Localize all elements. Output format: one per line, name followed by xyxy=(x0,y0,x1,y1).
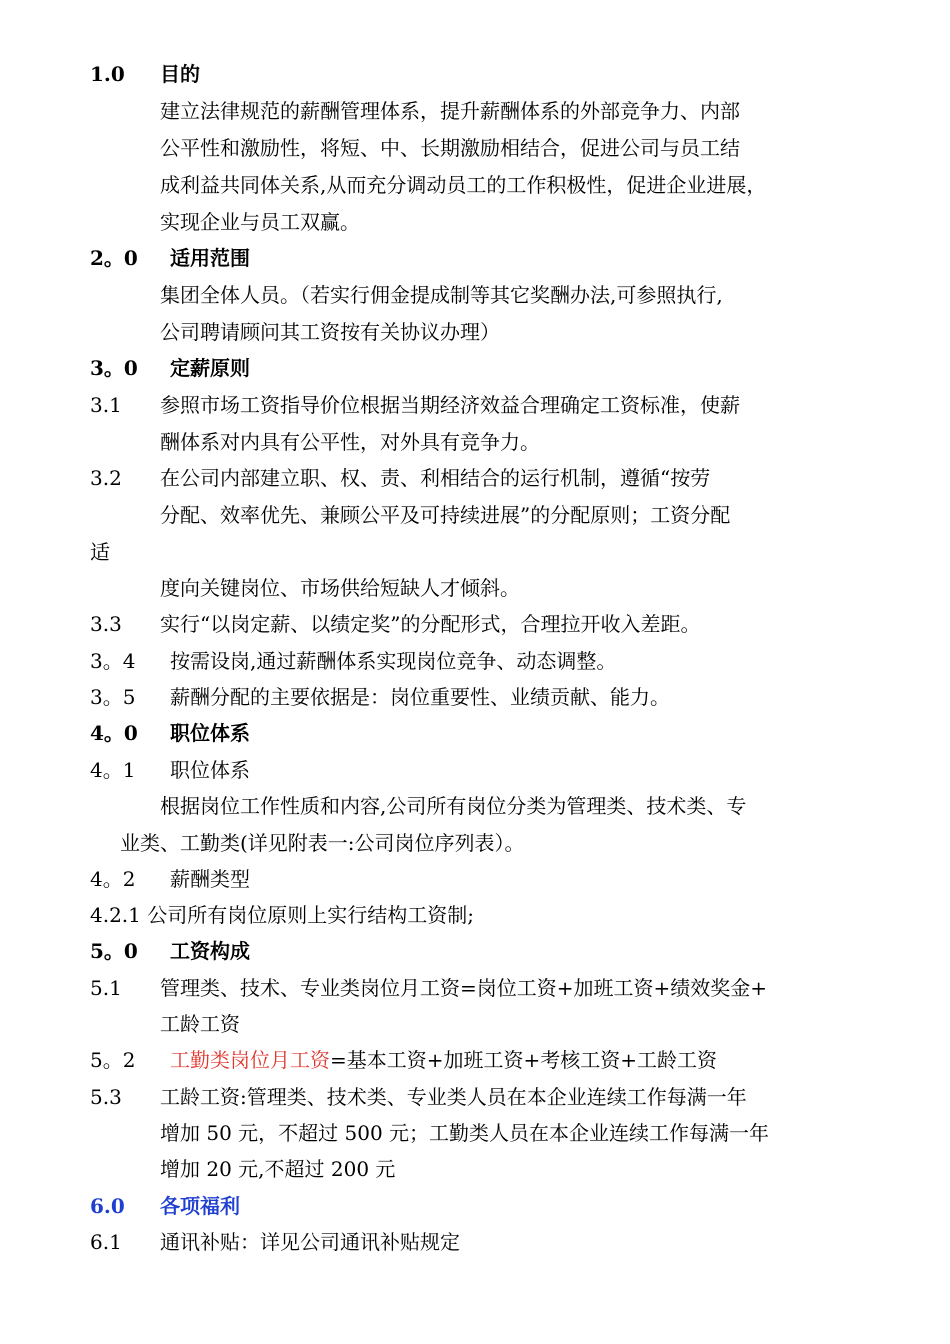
section-number: 6.0 xyxy=(90,1194,125,1218)
item-number: 3.1 xyxy=(90,393,122,417)
item-number: 3.2 xyxy=(90,466,122,490)
item-number: 4。1 xyxy=(90,758,136,782)
section-title: 定薪原则 xyxy=(170,356,250,380)
item-number: 3。4 xyxy=(90,649,136,673)
highlighted-text: 工勤类岗位月工资 xyxy=(170,1048,330,1072)
section-title: 适用范围 xyxy=(170,246,250,270)
item-3-1 xyxy=(90,391,740,419)
paragraph-line: 工龄工资 xyxy=(160,1012,240,1036)
section-title: 各项福利 xyxy=(160,1194,240,1218)
paragraph-line: 分配、效率优先、兼顾公平及可持续进展”的分配原则；工资分配 xyxy=(160,503,731,527)
paragraph-line: 酬体系对内具有公平性，对外具有竞争力。 xyxy=(160,430,540,454)
paragraph-line: 公司聘请顾问其工资按有关协议办理） xyxy=(160,320,500,344)
item-4-2-1: 4.2.1 公司所有岗位原则上实行结构工资制; xyxy=(90,903,474,927)
item-text: 薪酬分配的主要依据是：岗位重要性、业绩贡献、能力。 xyxy=(170,685,670,709)
paragraph-line: 集团全体人员。（若实行佣金提成制等其它奖酬办法,可参照执行, xyxy=(160,283,723,307)
item-3-4 xyxy=(90,647,616,675)
paragraph-line: 公平性和激励性，将短、中、长期激励相结合，促进公司与员工结 xyxy=(160,136,740,160)
item-number: 5.1 xyxy=(90,976,122,1000)
item-text: 管理类、技术、专业类岗位月工资=岗位工资+加班工资+绩效奖金+ xyxy=(160,976,768,1000)
section-title: 目的 xyxy=(160,62,200,86)
paragraph-line: 业类、工勤类(详见附表一:公司岗位序列表）。 xyxy=(120,831,525,855)
item-number: 6.1 xyxy=(90,1230,122,1254)
item-5-3 xyxy=(90,1083,747,1111)
item-text: 参照市场工资指导价位根据当期经济效益合理确定工资标准，使薪 xyxy=(160,393,740,417)
section-title: 工资构成 xyxy=(170,939,250,963)
item-4-2 xyxy=(90,865,250,893)
item-number: 5。2 xyxy=(90,1048,136,1072)
item-5-2 xyxy=(90,1046,717,1074)
item-4-1 xyxy=(90,756,250,784)
section-title: 职位体系 xyxy=(170,721,250,745)
section-2-heading xyxy=(90,244,250,272)
section-number: 5。0 xyxy=(90,939,138,963)
section-number: 4。0 xyxy=(90,721,138,745)
section-1-heading xyxy=(90,60,200,88)
section-number: 2。0 xyxy=(90,246,138,270)
paragraph-line: 增加 20 元,不超过 200 元 xyxy=(160,1157,396,1181)
item-text: 职位体系 xyxy=(170,758,250,782)
item-text: =基本工资+加班工资+考核工资+工龄工资 xyxy=(330,1048,718,1072)
item-3-2 xyxy=(90,464,710,492)
paragraph-line: 度向关键岗位、市场供给短缺人才倾斜。 xyxy=(160,576,520,600)
section-3-heading xyxy=(90,354,250,382)
item-text: 通讯补贴：详见公司通讯补贴规定 xyxy=(160,1230,460,1254)
paragraph-line: 适 xyxy=(90,540,110,564)
section-number: 1.0 xyxy=(90,62,125,86)
paragraph-line: 根据岗位工作性质和内容,公司所有岗位分类为管理类、技术类、专 xyxy=(160,794,747,818)
item-number: 4。2 xyxy=(90,867,136,891)
item-text: 在公司内部建立职、权、责、利相结合的运行机制，遵循“按劳 xyxy=(160,466,711,490)
paragraph-line: 增加 50 元，不超过 500 元；工勤类人员在本企业连续工作每满一年 xyxy=(160,1121,770,1145)
item-number: 3.3 xyxy=(90,612,122,636)
item-5-1 xyxy=(90,974,767,1002)
paragraph-line: 成利益共同体关系,从而充分调动员工的工作积极性，促进企业进展， xyxy=(160,173,767,197)
item-3-3 xyxy=(90,610,700,638)
item-number: 3。5 xyxy=(90,685,136,709)
item-number: 5.3 xyxy=(90,1085,122,1109)
item-3-5 xyxy=(90,683,670,711)
item-text: 薪酬类型 xyxy=(170,867,250,891)
section-number: 3。0 xyxy=(90,356,138,380)
section-5-heading xyxy=(90,937,250,965)
section-4-heading xyxy=(90,719,250,747)
item-text: 按需设岗,通过薪酬体系实现岗位竞争、动态调整。 xyxy=(170,649,617,673)
item-text: 实行“以岗定薪、以绩定奖”的分配形式，合理拉开收入差距。 xyxy=(160,612,701,636)
item-6-1 xyxy=(90,1228,460,1256)
section-6-heading xyxy=(90,1192,240,1220)
paragraph-line: 建立法律规范的薪酬管理体系，提升薪酬体系的外部竞争力、内部 xyxy=(160,99,740,123)
paragraph-line: 实现企业与员工双赢。 xyxy=(160,210,360,234)
item-text: 工龄工资:管理类、技术类、专业类人员在本企业连续工作每满一年 xyxy=(160,1085,747,1109)
